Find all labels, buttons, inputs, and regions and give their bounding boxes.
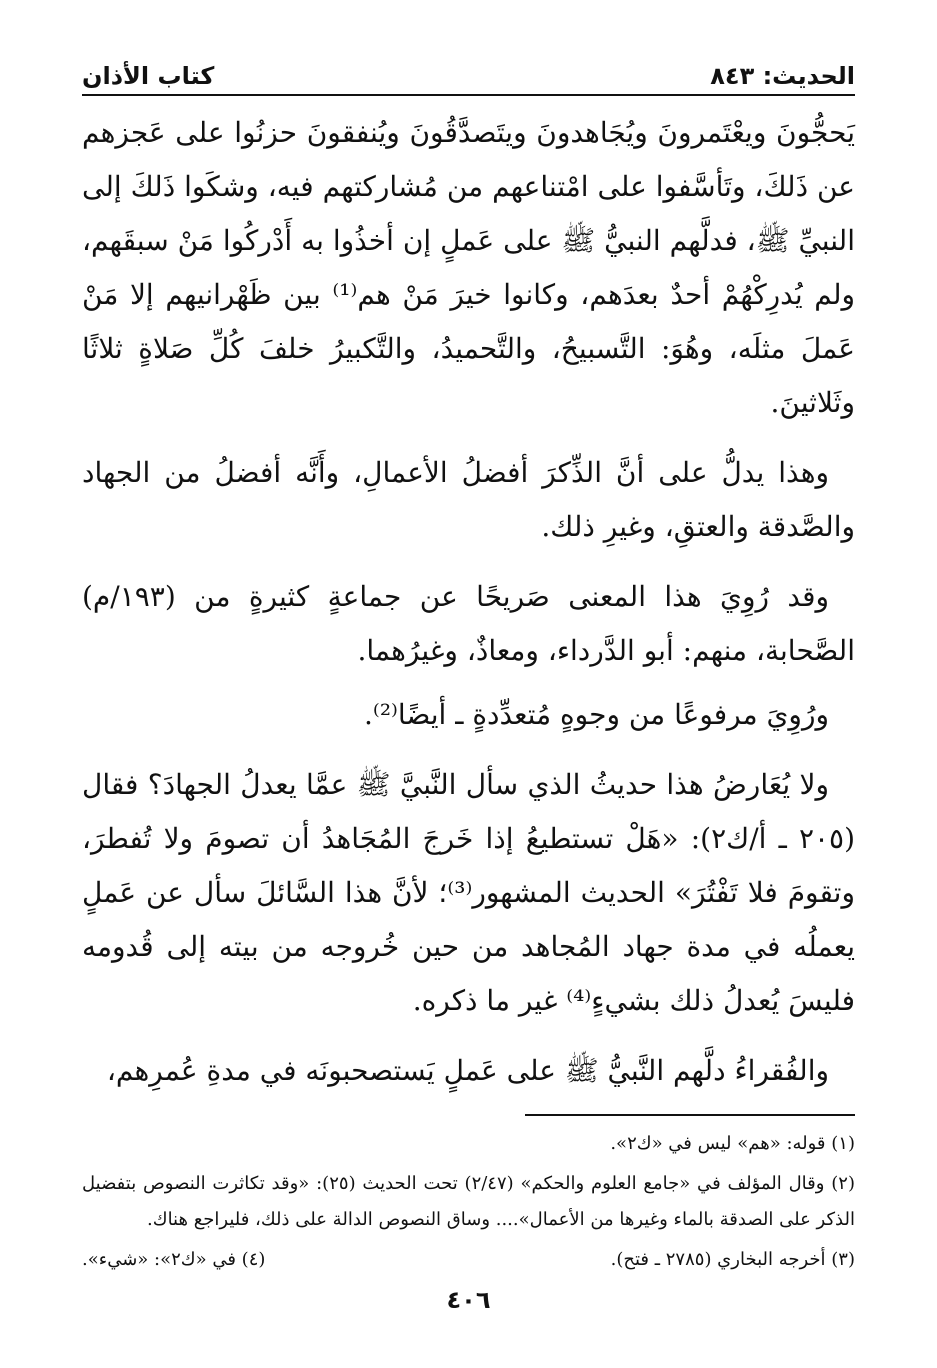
paragraph-1: يَحجُّونَ ويعْتَمرونَ ويُجَاهدونَ ويتَصدَّقُونَ ويُنفقونَ حزنُوا على عَجزهم عن ذَلكَ، وتَأسَّفوا على امْتناعهم من مُشاركتهم فيه، وشكَوا ذَلكَ إلى النبيِّ ﷺ، فدلَّهم النبيُّ ﷺ على عَملٍ إن أخذُوا به أَدْركُوا مَنْ سبقَهم، ولم يُدرِكْهُمْ أحدٌ بعدَهم، وكانوا خيرَ مَنْ هم⁽¹⁾ بين ظَهْرانيهم إلا مَنْ عَملَ مثلَه، وهُوَ: التَّسبيحُ، والتَّحميدُ، والتَّكبيرُ خلفَ كُلِّ صَلاةٍ ثلاثًا وثَلاثينَ. xyxy=(82,116,855,419)
hadith-number-label: الحديث: ٨٤٣ xyxy=(710,62,855,90)
main-text xyxy=(82,106,855,1098)
footnote-row xyxy=(82,1242,855,1278)
paragraph-3: وقد رُوِيَ هذا المعنى صَريحًا عن جماعةٍ كثيرةٍ من (١٩٣/م) الصَّحابة، منهم: أبو الدَّرداء، ومعاذٌ، وغيرُهما. xyxy=(82,580,855,667)
paragraph-2: وهذا يدلُّ على أنَّ الذِّكرَ أفضلُ الأعمالِ، وأَنَّه أفضلُ من الجهاد والصَّدقة والعتقِ، وغيرِ ذلك. xyxy=(82,456,855,543)
footnote-3: (٣) أخرجه البخاري (٢٧٨٥ ـ فتح). xyxy=(610,1249,855,1270)
footnotes xyxy=(82,1126,855,1278)
paragraph-6: والفُقراءُ دلَّهم النَّبيُّ ﷺ على عَملٍ يَستصحبونَه في مدةِ عُمرِهم، xyxy=(106,1054,829,1087)
paragraph-4: ورُوِيَ مرفوعًا من وجوهٍ مُتعدِّدةٍ ـ أيضًا⁽²⁾. xyxy=(364,698,829,731)
footnote-2: (٢) وقال المؤلف في «جامع العلوم والحكم» (٢/٤٧) تحت الحديث (٢٥): «وقد تكاثرت النصوص بتفضيل الذكر على الصدقة بالماء وغيرها من الأعمال».... وساق النصوص الدالة على ذلك، فليراجع هناك. xyxy=(82,1173,855,1230)
running-header xyxy=(82,62,855,94)
book-title: كتاب الأذان xyxy=(82,62,215,90)
footnote-1: (١) قوله: «هم» ليس في «ك٢». xyxy=(610,1133,855,1154)
footnote-divider xyxy=(525,1114,855,1116)
footnote-4: (٤) في «ك٢»: «شيء». xyxy=(82,1249,266,1270)
header-divider xyxy=(82,94,855,96)
paragraph-5: ولا يُعَارضُ هذا حديثُ الذي سأل النَّبيَّ ﷺ عمَّا يعدلُ الجهادَ؟ فقال (٢٠٥ ـ أ/ك٢): «هَلْ تستطيعُ إذا خَرجَ المُجَاهدُ أن تصومَ ولا تُفطرَ، وتقومَ فلا تَفْتُرَ» الحديث المشهور⁽³⁾؛ لأنَّ هذا السَّائلَ سأل عن عَملٍ يعملُه في مدة جهاد المُجاهد من حين خُروجه من بيته إلى قُدومه فليسَ يُعدلُ ذلك بشيءٍ⁽⁴⁾ غير ما ذكره. xyxy=(82,768,856,1017)
page-number: ٤٠٦ xyxy=(446,1286,491,1314)
